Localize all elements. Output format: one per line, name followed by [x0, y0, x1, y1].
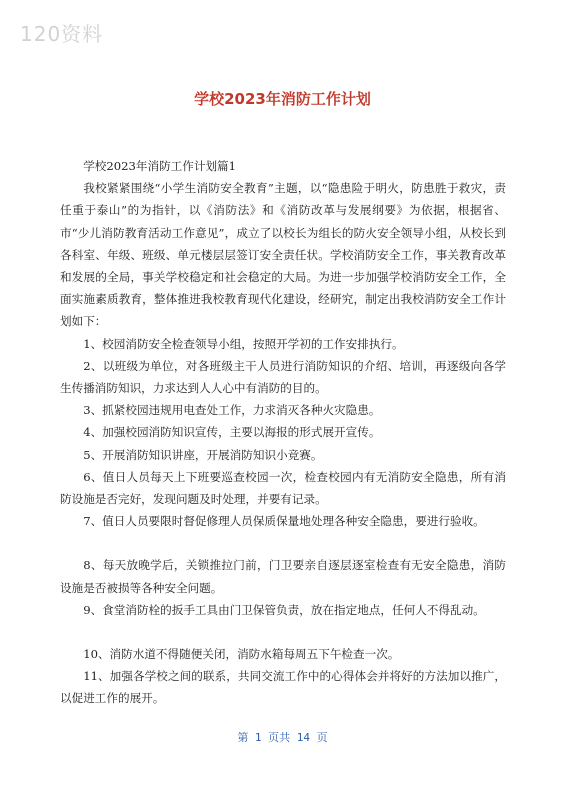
list-item: 11、加强各学校之间的联系，共同交流工作中的心得体会并将好的方法加以推广，以促进工作的展开。 [60, 669, 506, 706]
section-subtitle: 学校2023年消防工作计划篇1 [83, 159, 237, 173]
list-item: 9、食堂消防栓的扳手工具由门卫保管负责，放在指定地点，任何人不得乱动。 [83, 602, 485, 617]
list-item: 3、抓紧校园违规用电查处工作，力求消灭各种火灾隐患。 [83, 403, 381, 418]
intro-paragraph: 我校紧紧围绕“小学生消防安全教育”主题，以“隐患险于明火，防患胜于救灾，责任重于泰山”的为指针，以《消防法》和《消防改革与发展纲要》为依据，根据省、市“少儿消防教育活动工作意见”，成立了以校长为组长的防火安全领导小组，从校长到各科室、年级、班级、单元楼层层签订安全责任状。学校消防安全工作，事关教育改革和发展的全局，事关学校稳定和社会稳定的大局。为进一步加强学校消防安全工作，全面实施素质教育，整体推进我校教育现代化建设，经研究，制定出我校消防安全工作计划如下： [60, 181, 506, 329]
list-item: 5、开展消防知识讲座，开展消防知识小竞赛。 [83, 447, 323, 462]
list-item: 10、消防水道不得随便关闭，消防水箱每周五下午检查一次。 [83, 647, 400, 662]
list-item: 8、每天放晚学后，关锁推拉门前，门卫要亲自逐层逐室检查有无安全隐患，消防设施是否被损等各种安全问题。 [60, 558, 506, 595]
watermark-logo: 120资料 [20, 22, 104, 46]
list-item: 2、以班级为单位，对各班级主干人员进行消防知识的介绍、培训，再逐级向各学生传播消防知识，力求达到人人心中有消防的目的。 [60, 358, 506, 396]
list-item: 7、值日人员要限时督促修理人员保质保量地处理各种安全隐患，要进行验收。 [83, 514, 485, 529]
page-number: 第 1 页共 14 页 [237, 731, 328, 744]
list-item: 4、加强校园消防知识宣传，主要以海报的形式展开宣传。 [83, 425, 381, 440]
list-item: 6、值日人员每天上下班要巡查校园一次，检查校园内有无消防安全隐患，所有消防设施是否完好，发现问题及时处理，并要有记录。 [60, 469, 506, 507]
document-title: 学校2023年消防工作计划 [194, 90, 371, 108]
list-item: 1、校园消防安全检查领导小组，按照开学初的工作安排执行。 [83, 336, 404, 351]
document-body [60, 155, 506, 710]
